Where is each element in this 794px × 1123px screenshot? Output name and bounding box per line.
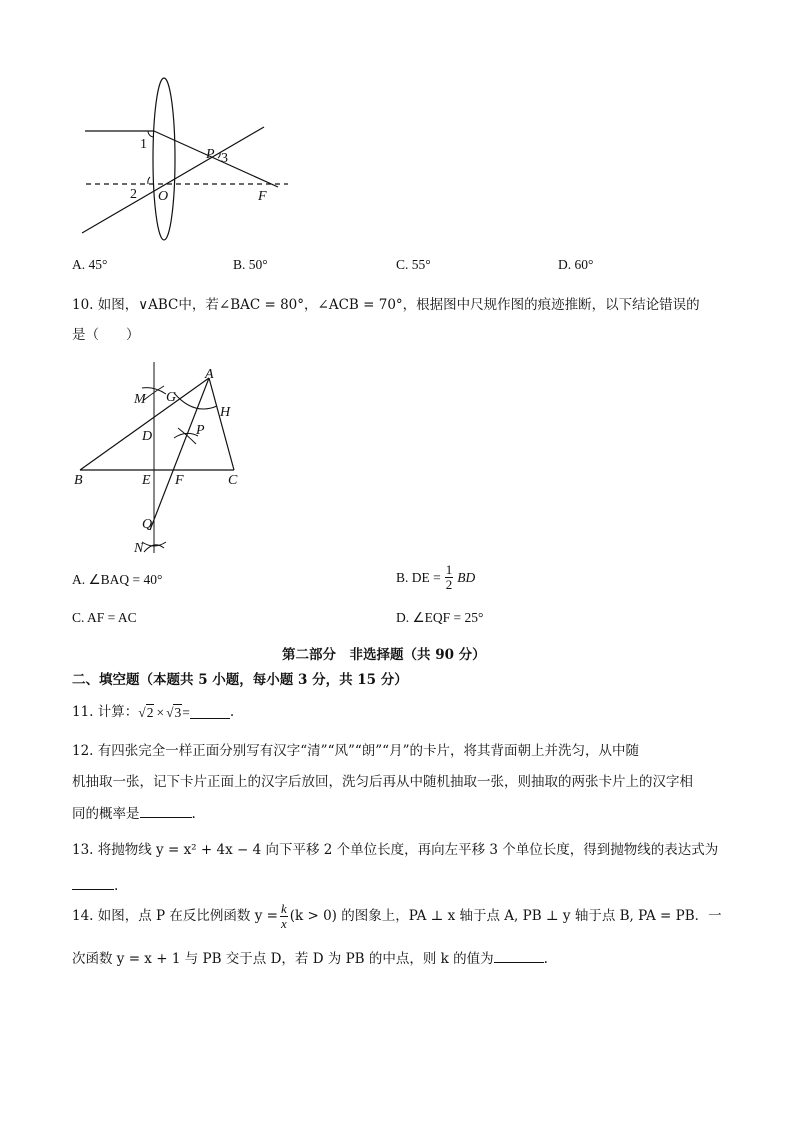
fraction-numerator: k: [280, 901, 287, 916]
q12-line3-end: .: [191, 806, 196, 822]
sqrt-3: √3: [166, 705, 182, 720]
q10-option-b-suffix: BD: [457, 569, 476, 585]
angle-1-label: 1: [140, 137, 147, 152]
point-f-label: F: [175, 473, 184, 488]
q12-text-line3: [72, 806, 196, 822]
q10-text-line2: 是（ ）: [72, 327, 140, 343]
angle-2-label: 2: [130, 187, 137, 202]
angle-3-label: 3: [221, 151, 228, 166]
point-h-label: H: [220, 405, 231, 420]
triangle-construction-figure: [70, 356, 270, 560]
fraction-denominator: x: [280, 916, 287, 931]
fraction-numerator: 1: [445, 562, 453, 577]
q10-option-b-fraction: [445, 563, 454, 592]
point-f-label: F: [258, 189, 267, 204]
answer-blank: [190, 707, 230, 719]
point-n-label: N: [134, 541, 144, 556]
q10-text-line1: 10. 如图，∨ABC中，若∠BAC = 80°，∠ACB = 70°，根据图中尺规作图的痕迹推断，以下结论错误的: [72, 297, 700, 313]
point-e-label: E: [142, 473, 151, 488]
q14-text-line2: [72, 951, 548, 967]
answer-blank: [140, 806, 192, 818]
q9-option-c: C. 55°: [396, 257, 431, 272]
q14-prefix: 14. 如图，点 P 在反比例函数 y =: [72, 907, 278, 924]
point-d-label: D: [142, 429, 153, 444]
q9-option-d: D. 60°: [558, 257, 594, 272]
answer-blank: [494, 951, 544, 963]
q12-text-line2: 机抽取一张，记下卡片正面上的汉字后放回，洗匀后再从中随机抽取一张，则抽取的两张卡片上的汉字相: [72, 774, 693, 790]
sqrt-2: √2: [138, 705, 154, 720]
q14-line2-prefix: 次函数 y = x + 1 与 PB 交于点 D，若 D 为 PB 的中点，则 k 的值为: [72, 951, 494, 967]
q10-option-a: A. ∠BAQ = 40°: [72, 572, 163, 587]
radicand-3: 3: [174, 705, 182, 720]
point-q-label: Q: [142, 517, 153, 532]
point-p-label: P: [206, 147, 215, 162]
q12-text-line1: 12. 有四张完全一样正面分别写有汉字“清”“风”“朗”“月”的卡片，将其背面朝上并洗匀，从中随: [72, 743, 639, 759]
point-o-label: O: [158, 189, 169, 204]
q14-mid: (k > 0) 的图象上，PA ⊥ x 轴于点 A, PB ⊥ y 轴于点 B, PA = PB．一: [289, 907, 722, 924]
q13-text-line1: 13. 将抛物线 y = x² + 4x − 4 向下平移 2 个单位长度，再向左平移 3 个单位长度，得到抛物线的表达式为: [72, 842, 719, 858]
part-title: 二、填空题（本题共 5 小题，每小题 3 分，共 15 分）: [72, 672, 408, 688]
q11-end: .: [229, 704, 235, 720]
equals-sign: =: [182, 705, 190, 720]
section-title: 第二部分 非选择题（共 90 分）: [282, 647, 486, 663]
answer-blank: [72, 878, 114, 890]
q9-option-a: A. 45°: [72, 257, 108, 272]
point-p-label: P: [196, 423, 205, 438]
q13-line2-end: .: [114, 878, 119, 894]
point-m-label: M: [134, 392, 146, 407]
q10-option-d: D. ∠EQF = 25°: [396, 610, 484, 625]
q13-text-line2: [72, 878, 118, 894]
radicand-2: 2: [146, 705, 154, 720]
lens-figure: [78, 76, 298, 246]
point-c-label: C: [228, 473, 238, 488]
q14-line2-end: .: [543, 951, 548, 967]
q11-text: [72, 706, 234, 720]
times-sign: ×: [156, 705, 165, 720]
q12-line3-prefix: 同的概率是: [72, 806, 140, 822]
point-b-label: B: [74, 473, 83, 488]
q9-option-b: B. 50°: [233, 257, 268, 272]
point-g-label: G: [166, 390, 177, 405]
q11-prefix: 11. 计算：: [72, 704, 139, 720]
point-a-label: A: [205, 367, 214, 382]
q14-fraction: [280, 902, 288, 931]
q10-option-c: C. AF = AC: [72, 610, 137, 625]
q10-option-b: [396, 563, 475, 592]
q10-option-b-prefix: B. DE =: [396, 569, 441, 585]
q14-text-line1: [72, 902, 722, 931]
fraction-denominator: 2: [445, 577, 453, 592]
